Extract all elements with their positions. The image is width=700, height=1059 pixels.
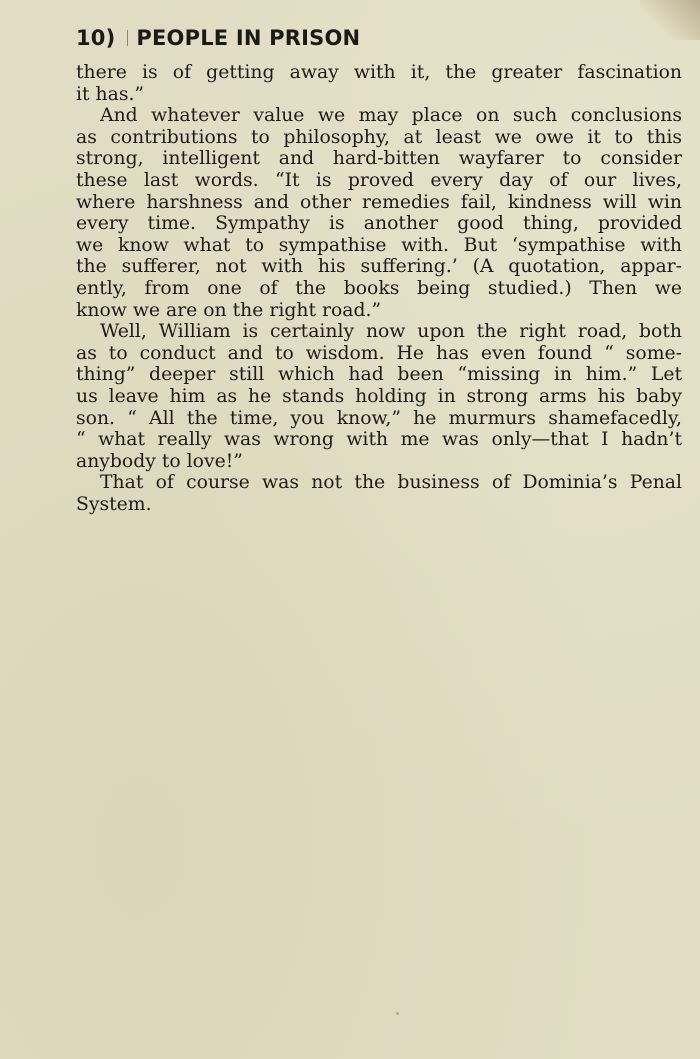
page-corner-shadow	[640, 0, 700, 40]
text-line: know we are on the right road.”	[76, 299, 382, 321]
text-line: we know what to sympathise with. But ‘sympathise with	[76, 234, 682, 256]
text-line: son. “ All the time, you know,” he murmurs shamefacedly,	[76, 407, 682, 429]
page-number: 10)	[76, 26, 116, 50]
text-line: as contributions to philosophy, at least we owe it to this	[76, 126, 682, 148]
body-text	[76, 62, 682, 515]
text-line: Well, William is certainly now upon the right road, both	[100, 321, 682, 343]
text-line: strong, intelligent and hard-bitten wayfarer to consider	[76, 148, 682, 170]
text-line: it has.”	[76, 83, 145, 105]
page-header	[76, 26, 360, 50]
text-line: And whatever value we may place on such conclusions	[100, 105, 682, 127]
text-line: System.	[76, 493, 152, 515]
header-divider	[127, 30, 128, 46]
running-head: PEOPLE IN PRISON	[136, 26, 361, 50]
text-line: as to conduct and to wisdom. He has even found “ some-	[76, 342, 682, 364]
text-line: where harshness and other remedies fail, kindness will win	[76, 191, 682, 213]
text-line: these last words. “It is proved every day of our lives,	[76, 169, 682, 191]
text-line: “ what really was wrong with me was only—that I hadn’t	[76, 429, 682, 451]
text-line: the sufferer, not with his suffering.’ (A quotation, appar-	[76, 256, 682, 278]
text-line: thing” deeper still which had been “missing in him.” Let	[76, 364, 682, 386]
text-line: every time. Sympathy is another good thing, provided	[76, 213, 682, 235]
paper-speck	[396, 1012, 399, 1015]
text-line: anybody to love!”	[76, 450, 243, 472]
text-line: That of course was not the business of Dominia’s Penal	[100, 472, 682, 494]
text-line: there is of getting away with it, the greater fascination	[76, 62, 682, 83]
text-line: ently, from one of the books being studied.) Then we	[76, 277, 682, 299]
text-line: us leave him as he stands holding in strong arms his baby	[76, 385, 682, 407]
